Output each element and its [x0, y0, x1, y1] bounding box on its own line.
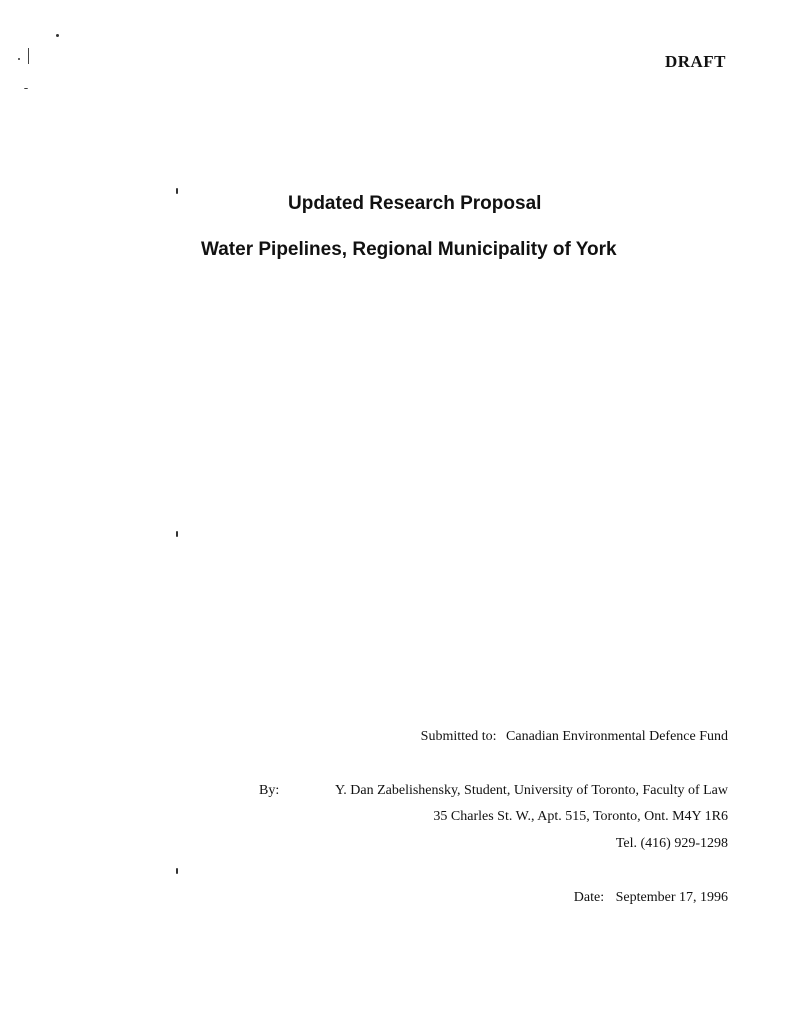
- hole-punch-mark: [176, 531, 178, 537]
- hole-punch-mark: [176, 868, 178, 874]
- author-tel-line: Tel. (416) 929-1298: [615, 836, 728, 851]
- scan-mark: [28, 48, 29, 64]
- author-name-line: Y. Dan Zabelishensky, Student, University of Toronto, Faculty of Law: [334, 783, 728, 798]
- submitted-to-line: [421, 729, 728, 745]
- scan-speck: [24, 88, 28, 89]
- scan-speck: [18, 58, 20, 60]
- by-label: By:: [259, 783, 280, 798]
- author-address-line: 35 Charles St. W., Apt. 515, Toronto, Ont. M4Y 1R6: [433, 809, 728, 824]
- date-value: September 17, 1996: [615, 890, 728, 905]
- document-subtitle: Water Pipelines, Regional Municipality of York: [201, 239, 617, 260]
- submitted-to-value: Canadian Environmental Defence Fund: [506, 729, 728, 744]
- date-line: [574, 890, 728, 906]
- date-label: Date:: [573, 890, 605, 905]
- scan-speck: [56, 34, 59, 37]
- draft-label: DRAFT: [664, 52, 726, 71]
- hole-punch-mark: [176, 188, 178, 194]
- document-title: Updated Research Proposal: [288, 193, 542, 214]
- submitted-to-label: Submitted to:: [420, 729, 497, 744]
